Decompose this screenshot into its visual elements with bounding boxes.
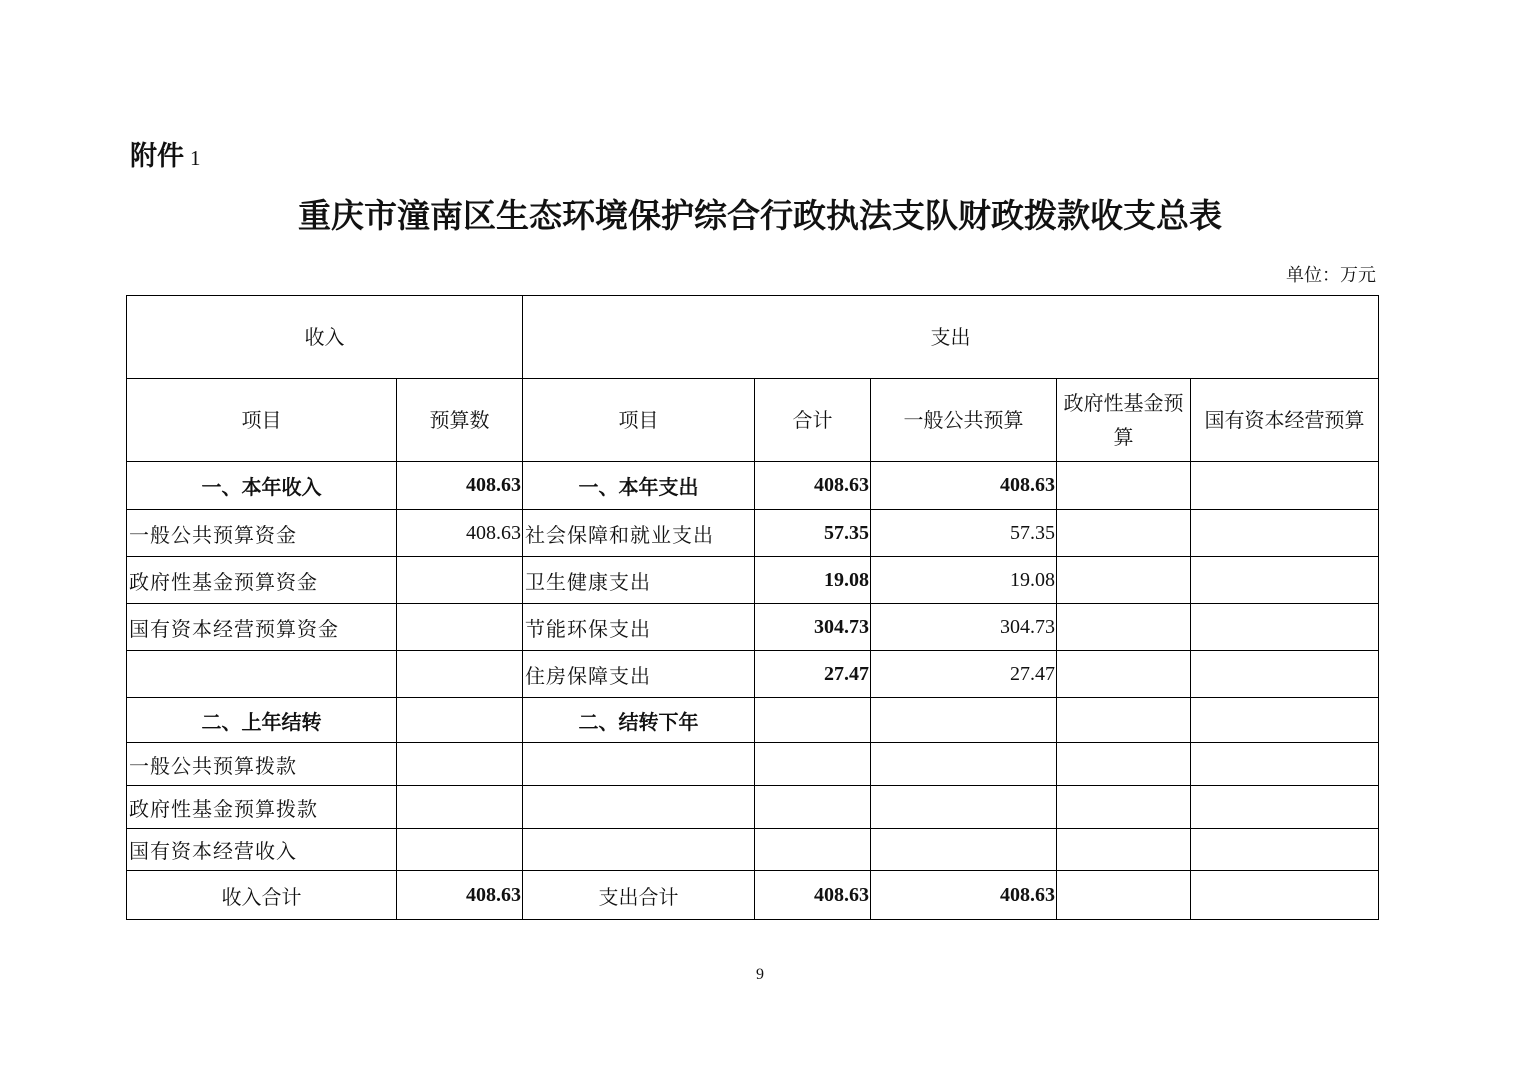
unit-label: 单位：万元 (1286, 265, 1376, 286)
income-item: 一、本年收入 (127, 462, 397, 510)
col-state-capital: 国有资本经营预算 (1191, 379, 1379, 462)
total-amount: 304.73 (755, 604, 871, 651)
income-header: 收入 (127, 296, 523, 379)
attachment-number: 1 (190, 146, 201, 170)
expense-header: 支出 (523, 296, 1379, 379)
budget-summary-table (126, 295, 1379, 920)
income-amount (397, 829, 523, 871)
gov-fund-amount (1057, 871, 1191, 920)
table-row (127, 604, 1379, 651)
state-capital-amount (1191, 698, 1379, 743)
income-item: 政府性基金预算资金 (127, 557, 397, 604)
table-row (127, 462, 1379, 510)
expense-item: 社会保障和就业支出 (523, 510, 755, 557)
income-amount: 408.63 (397, 510, 523, 557)
col-expense-item: 项目 (523, 379, 755, 462)
state-capital-amount (1191, 871, 1379, 920)
income-amount (397, 743, 523, 786)
expense-item: 住房保障支出 (523, 651, 755, 698)
total-amount: 408.63 (755, 462, 871, 510)
header-row-top (127, 296, 1379, 379)
general-amount: 408.63 (871, 462, 1057, 510)
table-row (127, 743, 1379, 786)
income-total-amount: 408.63 (397, 871, 523, 920)
table-row (127, 510, 1379, 557)
general-amount (871, 698, 1057, 743)
gov-fund-amount (1057, 462, 1191, 510)
table-row (127, 651, 1379, 698)
income-amount (397, 651, 523, 698)
gov-fund-amount (1057, 786, 1191, 829)
income-total-label: 收入合计 (127, 871, 397, 920)
income-amount (397, 604, 523, 651)
table-row (127, 786, 1379, 829)
total-amount (755, 829, 871, 871)
income-item: 国有资本经营预算资金 (127, 604, 397, 651)
state-capital-amount (1191, 829, 1379, 871)
total-amount (755, 743, 871, 786)
general-amount: 57.35 (871, 510, 1057, 557)
state-capital-amount (1191, 743, 1379, 786)
gov-fund-amount (1057, 651, 1191, 698)
income-item (127, 651, 397, 698)
total-amount (755, 698, 871, 743)
table-row (127, 557, 1379, 604)
expense-total-label: 支出合计 (523, 871, 755, 920)
gov-fund-amount (1057, 557, 1191, 604)
income-item: 国有资本经营收入 (127, 829, 397, 871)
state-capital-amount (1191, 557, 1379, 604)
income-item: 一般公共预算拨款 (127, 743, 397, 786)
total-amount (755, 786, 871, 829)
state-capital-amount (1191, 510, 1379, 557)
gov-fund-amount (1057, 743, 1191, 786)
income-amount (397, 698, 523, 743)
totals-row (127, 871, 1379, 920)
gov-fund-amount (1057, 698, 1191, 743)
expense-item: 一、本年支出 (523, 462, 755, 510)
expense-item (523, 829, 755, 871)
general-amount: 19.08 (871, 557, 1057, 604)
total-amount: 408.63 (755, 871, 871, 920)
income-item: 政府性基金预算拨款 (127, 786, 397, 829)
income-amount: 408.63 (397, 462, 523, 510)
general-amount (871, 829, 1057, 871)
col-total: 合计 (755, 379, 871, 462)
expense-item: 节能环保支出 (523, 604, 755, 651)
col-general-budget: 一般公共预算 (871, 379, 1057, 462)
col-gov-fund: 政府性基金预算 (1057, 379, 1191, 462)
income-amount (397, 557, 523, 604)
state-capital-amount (1191, 604, 1379, 651)
col-income-item: 项目 (127, 379, 397, 462)
attachment-text: 附件 (130, 141, 184, 172)
general-amount (871, 786, 1057, 829)
total-amount: 27.47 (755, 651, 871, 698)
total-amount: 19.08 (755, 557, 871, 604)
table-row (127, 829, 1379, 871)
total-amount: 57.35 (755, 510, 871, 557)
expense-item (523, 786, 755, 829)
expense-item: 二、结转下年 (523, 698, 755, 743)
state-capital-amount (1191, 651, 1379, 698)
table-row (127, 698, 1379, 743)
gov-fund-amount (1057, 604, 1191, 651)
expense-item (523, 743, 755, 786)
attachment-label (130, 134, 202, 173)
state-capital-amount (1191, 462, 1379, 510)
general-amount: 408.63 (871, 871, 1057, 920)
gov-fund-amount (1057, 510, 1191, 557)
header-row-columns (127, 379, 1379, 462)
document-title: 重庆市潼南区生态环境保护综合行政执法支队财政拨款收支总表 (298, 196, 1222, 235)
general-amount: 304.73 (871, 604, 1057, 651)
general-amount (871, 743, 1057, 786)
col-budget: 预算数 (397, 379, 523, 462)
gov-fund-amount (1057, 829, 1191, 871)
income-item: 一般公共预算资金 (127, 510, 397, 557)
income-item: 二、上年结转 (127, 698, 397, 743)
expense-item: 卫生健康支出 (523, 557, 755, 604)
income-amount (397, 786, 523, 829)
state-capital-amount (1191, 786, 1379, 829)
page-number: 9 (756, 966, 764, 983)
general-amount: 27.47 (871, 651, 1057, 698)
